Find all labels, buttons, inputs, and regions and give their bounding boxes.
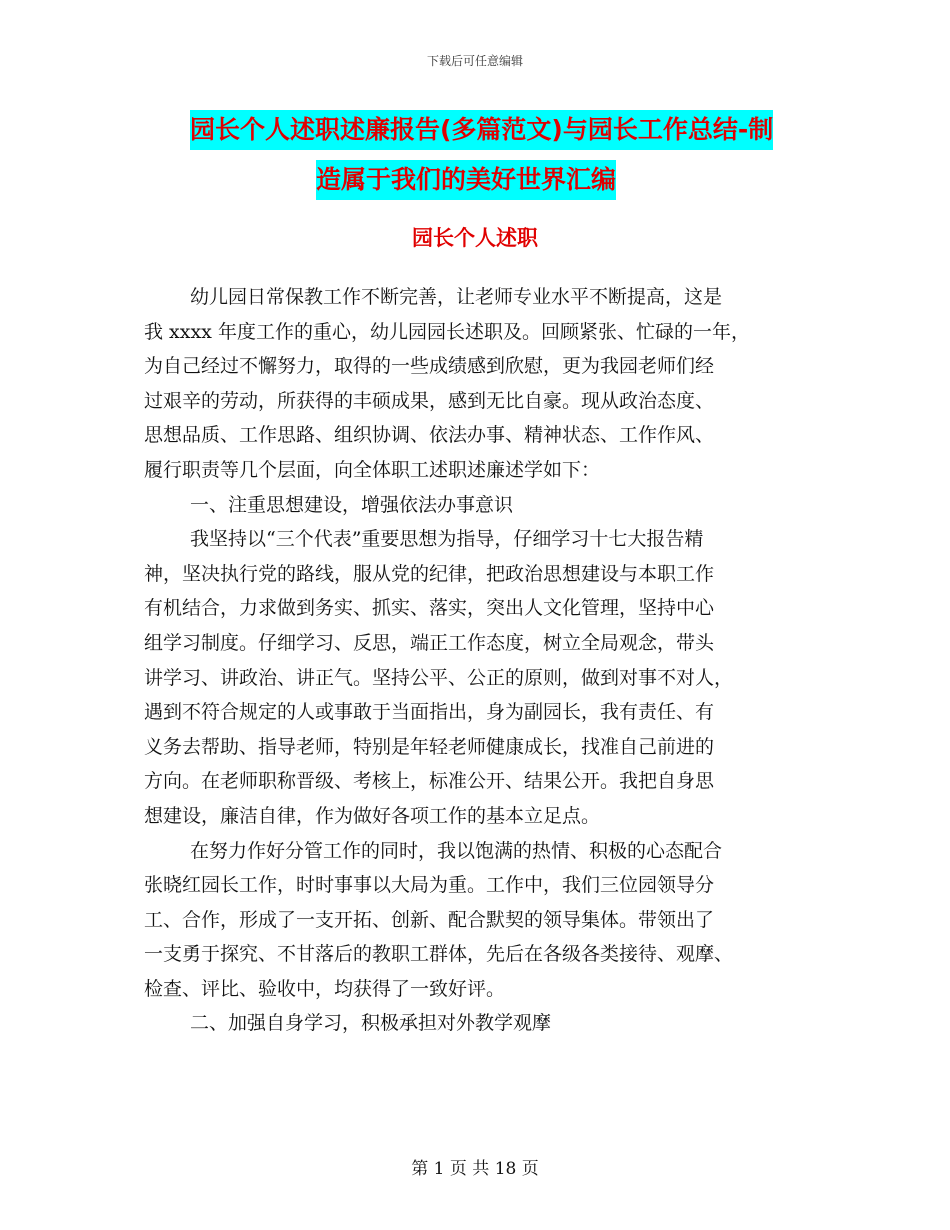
- text-line: 遇到不符合规定的人或事敢于当面指出，身为副园长，我有责任、有: [144, 701, 715, 724]
- text-line: 在努力作好分管工作的同时，我以饱满的热情、积极的心态配合: [190, 839, 723, 862]
- title-line-2: 造属于我们的美好世界汇编: [316, 160, 616, 200]
- text-line: 有机结合，力求做到务实、抓实、落实，突出人文化管理，坚持中心: [144, 597, 715, 620]
- text-line: 幼儿园日常保教工作不断完善，让老师专业水平不断提高，这是: [190, 286, 723, 308]
- text-line: 神，坚决执行党的路线，服从党的纪律，把政治思想建设与本职工作: [144, 562, 715, 585]
- text-line: 我 xxxx 年度工作的重心，幼儿园园长述职及。回顾紧张、忙碌的一年，: [144, 320, 750, 343]
- text-line: 检查、评比、验收中，均获得了一致好评。: [144, 977, 506, 1000]
- text-line: 方向。在老师职称晋级、考核上，标准公开、结果公开。我把自身思: [144, 770, 715, 793]
- text-line: 想建设，廉洁自律，作为做好各项工作的基本立足点。: [144, 804, 601, 827]
- text-line: 过艰辛的劳动，所获得的丰硕成果，感到无比自豪。现从政治态度、: [144, 389, 715, 412]
- text-line: 一、注重思想建设，增强依法办事意识: [190, 493, 514, 516]
- text-line: 二、加强自身学习，积极承担对外教学观摩: [190, 1012, 552, 1035]
- page-footer: 第 1 页 共 18 页: [411, 1159, 539, 1179]
- text-line: 思想品质、工作思路、组织协调、依法办事、精神状态、工作作风、: [144, 424, 715, 447]
- text-line: 一支勇于探究、不甘落后的教职工群体，先后在各级各类接待、观摩、: [144, 943, 734, 966]
- body-text: [144, 280, 814, 1041]
- title-line-1: 园长个人述职述廉报告(多篇范文)与园长工作总结-制: [190, 110, 773, 150]
- text-line: 张晓红园长工作，时时事事以大局为重。工作中，我们三位园领导分: [144, 874, 715, 897]
- text-line: 组学习制度。仔细学习、反思，端正工作态度，树立全局观念，带头: [144, 631, 715, 654]
- text-line: 讲学习、讲政治、讲正气。坚持公平、公正的原则，做到对事不对人，: [144, 666, 734, 689]
- text-line: 义务去帮助、指导老师，特别是年轻老师健康成长，找准自己前进的: [144, 735, 715, 758]
- text-line: 履行职责等几个层面，向全体职工述职述廉述学如下：: [144, 458, 601, 481]
- header-note: 下载后可任意编辑: [426, 54, 523, 68]
- text-line: 为自己经过不懈努力，取得的一些成绩感到欣慰，更为我园老师们经: [144, 355, 715, 378]
- text-line: 工、合作，形成了一支开拓、创新、配合默契的领导集体。带领出了: [144, 908, 715, 931]
- document-title: [190, 110, 810, 200]
- section-heading: 园长个人述职: [412, 226, 538, 250]
- text-line: 我坚持以“三个代表”重要思想为指导，仔细学习十七大报告精: [190, 528, 704, 551]
